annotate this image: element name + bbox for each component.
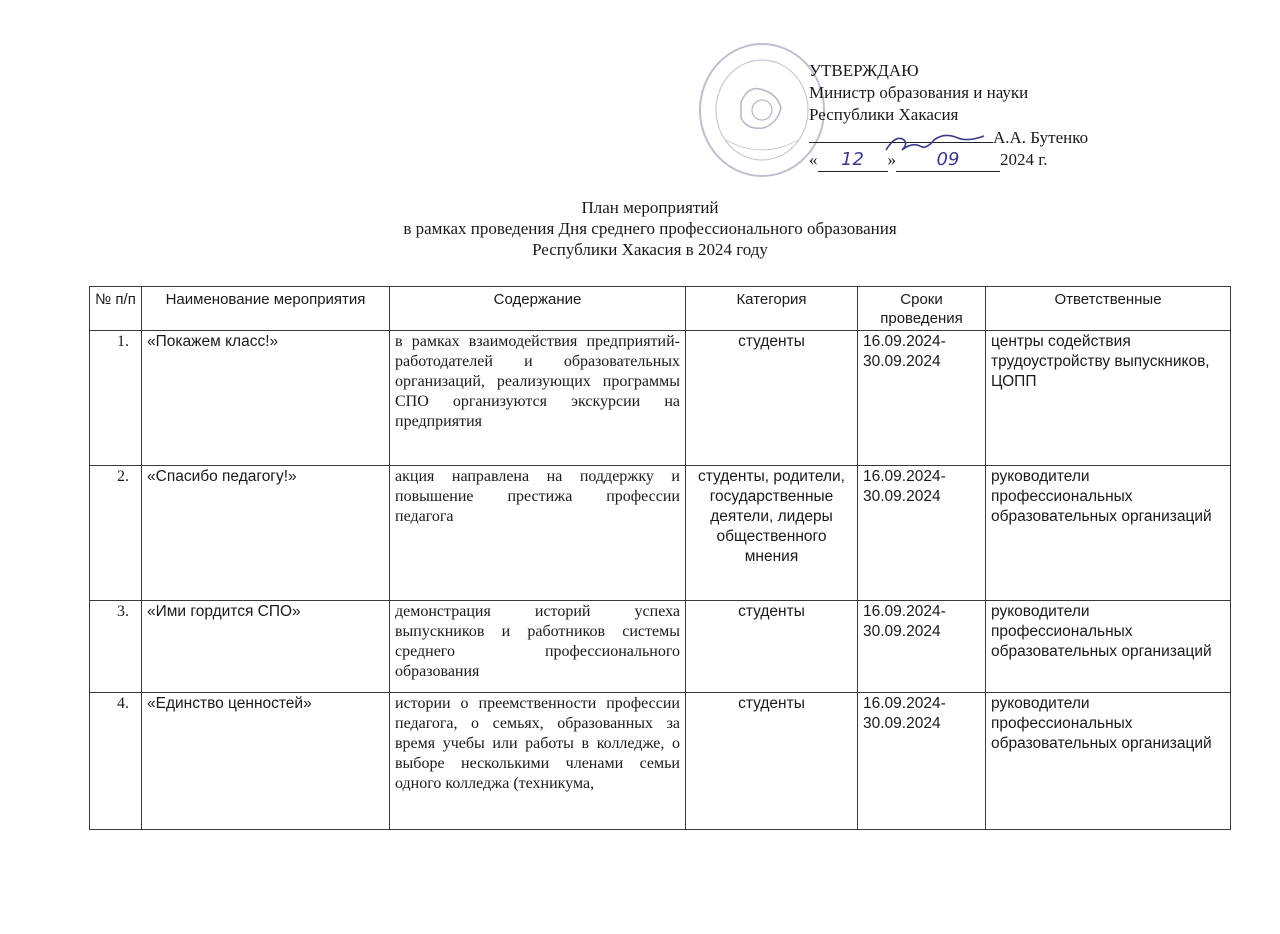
- signer-name: А.А. Бутенко: [993, 128, 1089, 147]
- row-num: 1.: [90, 331, 142, 466]
- header-category: Категория: [686, 287, 858, 331]
- row-dates: 16.09.2024-30.09.2024: [858, 466, 986, 601]
- table-row: [90, 693, 1231, 830]
- title-line-2: в рамках проведения Дня среднего профессионального образования: [403, 219, 897, 238]
- row-responsible: центры содействия трудоустройству выпускников, ЦОПП: [986, 331, 1231, 466]
- approval-month: 09: [896, 149, 1000, 172]
- row-name: «Спасибо педагогу!»: [142, 466, 390, 601]
- handwritten-signature: [880, 128, 990, 158]
- events-table: [89, 286, 1231, 830]
- header-num: № п/п: [90, 287, 142, 331]
- row-content: истории о преемственности профессии педагога, о семьях, образованных за время учебы или работы в колледже, о выборе несколькими членами семьи одного колледжа (техникума,: [390, 693, 686, 830]
- title-line-1: План мероприятий: [581, 198, 719, 217]
- approval-day: 12: [818, 149, 888, 172]
- header-responsible: Ответственные: [986, 287, 1231, 331]
- row-content: акция направлена на поддержку и повышение престижа профессии педагога: [390, 466, 686, 601]
- header-dates: Сроки проведения: [858, 287, 986, 331]
- header-name: Наименование мероприятия: [142, 287, 390, 331]
- document-title: [0, 197, 1280, 260]
- row-category: студенты, родители, государственные деятели, лидеры общественного мнения: [686, 466, 858, 601]
- approver-region: Республики Хакасия: [809, 105, 959, 124]
- row-responsible: руководители профессиональных образовательных организаций: [986, 693, 1231, 830]
- header-content: Содержание: [390, 287, 686, 331]
- approve-heading: УТВЕРЖДАЮ: [809, 61, 919, 80]
- table-row: [90, 601, 1231, 693]
- row-content: демонстрация историй успеха выпускников и работников системы среднего профессионального образования: [390, 601, 686, 693]
- row-category: студенты: [686, 693, 858, 830]
- row-category: студенты: [686, 601, 858, 693]
- row-name: «Единство ценностей»: [142, 693, 390, 830]
- title-line-3: Республики Хакасия в 2024 году: [532, 240, 768, 259]
- row-category: студенты: [686, 331, 858, 466]
- approval-year: 2024 г.: [1000, 150, 1048, 169]
- row-num: 4.: [90, 693, 142, 830]
- row-content: в рамках взаимодействия предприятий-работодателей и образовательных организаций, реализующих программы СПО организуются экскурсии на предприятия: [390, 331, 686, 466]
- row-dates: 16.09.2024-30.09.2024: [858, 331, 986, 466]
- row-dates: 16.09.2024-30.09.2024: [858, 601, 986, 693]
- row-responsible: руководители профессиональных образовательных организаций: [986, 466, 1231, 601]
- row-name: «Покажем класс!»: [142, 331, 390, 466]
- table-row: [90, 466, 1231, 601]
- approval-date: « 12 » 09 2024 г.: [809, 149, 1048, 170]
- row-name: «Ими гордится СПО»: [142, 601, 390, 693]
- row-num: 2.: [90, 466, 142, 601]
- row-dates: 16.09.2024-30.09.2024: [858, 693, 986, 830]
- row-responsible: руководители профессиональных образовательных организаций: [986, 601, 1231, 693]
- row-num: 3.: [90, 601, 142, 693]
- table-row: [90, 331, 1231, 466]
- table-header-row: [90, 287, 1231, 331]
- approver-title: Министр образования и науки: [809, 83, 1029, 102]
